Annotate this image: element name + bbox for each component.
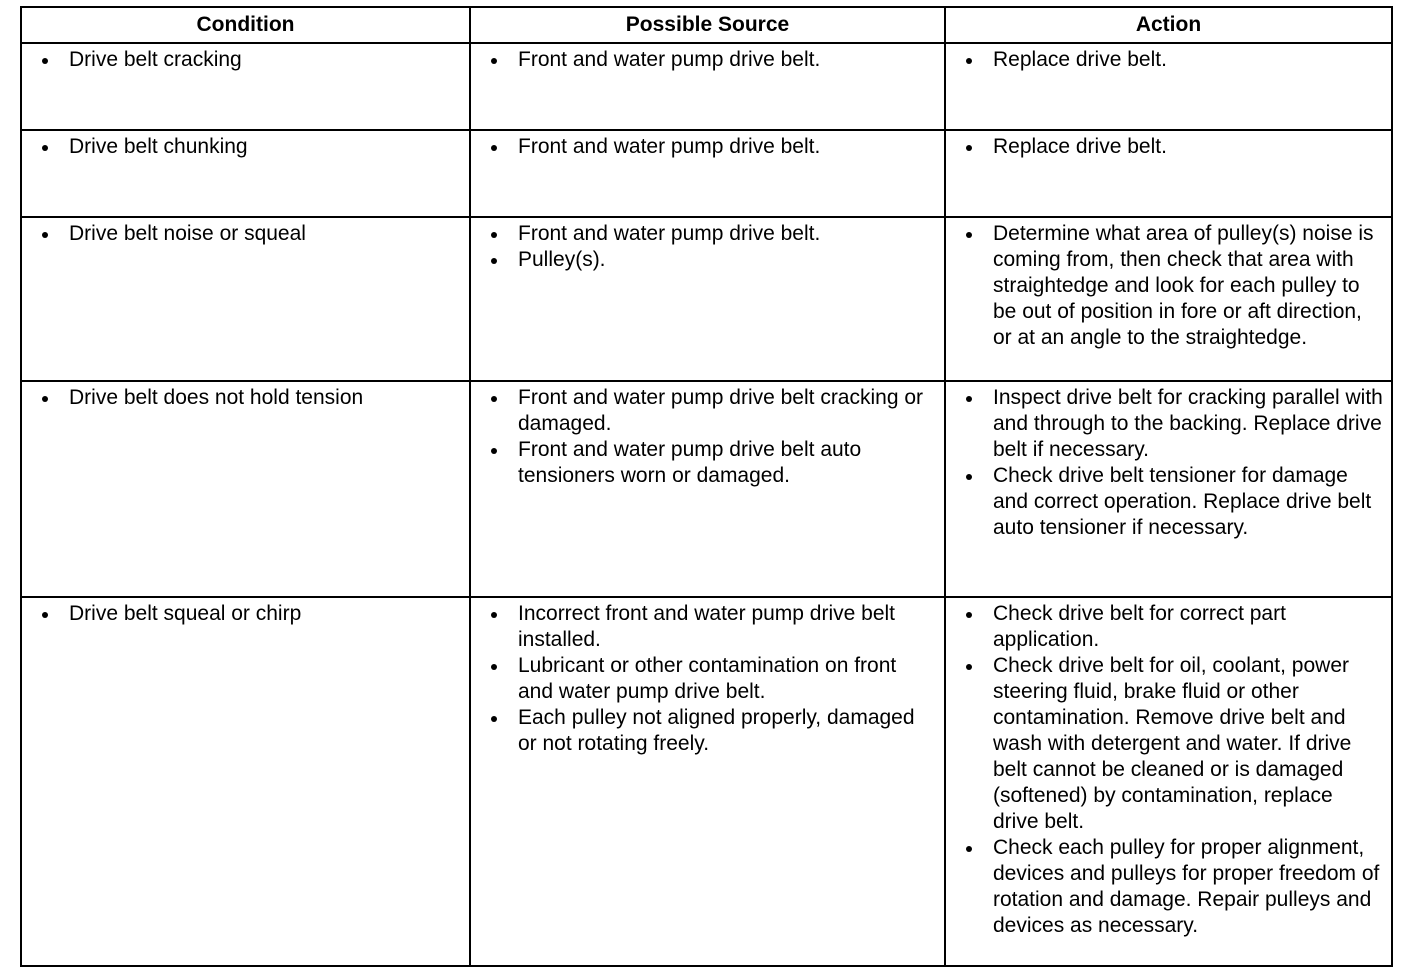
condition-cell (21, 381, 470, 597)
source-cell (470, 381, 945, 597)
list-item: Replace drive belt. (956, 47, 1383, 73)
source-cell (470, 130, 945, 217)
header-possible-source: Possible Source (470, 7, 945, 43)
list-item: Check drive belt for correct part application. (956, 601, 1383, 653)
list-item: Front and water pump drive belt. (481, 134, 936, 160)
list-item: Check drive belt for oil, coolant, power steering fluid, brake fluid or other contamination. Remove drive belt and wash with detergent and water. If drive belt cannot be cleaned or is damaged (softened) by contamination, replace drive belt. (956, 653, 1383, 835)
list-item: Check drive belt tensioner for damage and correct operation. Replace drive belt auto tensioner if necessary. (956, 463, 1383, 541)
table-row (21, 43, 1392, 130)
table-row (21, 217, 1392, 381)
list-item: Drive belt cracking (32, 47, 461, 73)
table-row (21, 130, 1392, 217)
action-cell (945, 217, 1392, 381)
list-item: Drive belt chunking (32, 134, 461, 160)
list-item: Check each pulley for proper alignment, devices and pulleys for proper freedom of rotation and damage. Repair pulleys and devices as necessary. (956, 835, 1383, 939)
list-item: Front and water pump drive belt cracking or damaged. (481, 385, 936, 437)
list-item: Lubricant or other contamination on front and water pump drive belt. (481, 653, 936, 705)
list-item: Inspect drive belt for cracking parallel with and through to the backing. Replace drive belt if necessary. (956, 385, 1383, 463)
list-item: Front and water pump drive belt auto tensioners worn or damaged. (481, 437, 936, 489)
action-cell (945, 43, 1392, 130)
condition-cell (21, 597, 470, 966)
source-cell (470, 43, 945, 130)
list-item: Incorrect front and water pump drive belt installed. (481, 601, 936, 653)
list-item: Determine what area of pulley(s) noise is coming from, then check that area with straightedge and look for each pulley to be out of position in fore or aft direction, or at an angle to the straightedge. (956, 221, 1383, 351)
source-cell (470, 597, 945, 966)
diagnosis-table (20, 6, 1393, 967)
table-row (21, 597, 1392, 966)
list-item: Drive belt squeal or chirp (32, 601, 461, 627)
table-row (21, 381, 1392, 597)
header-condition: Condition (21, 7, 470, 43)
list-item: Front and water pump drive belt. (481, 47, 936, 73)
condition-cell (21, 43, 470, 130)
list-item: Each pulley not aligned properly, damaged or not rotating freely. (481, 705, 936, 757)
source-cell (470, 217, 945, 381)
list-item: Drive belt noise or squeal (32, 221, 461, 247)
condition-cell (21, 130, 470, 217)
action-cell (945, 597, 1392, 966)
action-cell (945, 130, 1392, 217)
header-action: Action (945, 7, 1392, 43)
list-item: Front and water pump drive belt. (481, 221, 936, 247)
list-item: Replace drive belt. (956, 134, 1383, 160)
list-item: Pulley(s). (481, 247, 936, 273)
list-item: Drive belt does not hold tension (32, 385, 461, 411)
header-row (21, 7, 1392, 43)
action-cell (945, 381, 1392, 597)
condition-cell (21, 217, 470, 381)
